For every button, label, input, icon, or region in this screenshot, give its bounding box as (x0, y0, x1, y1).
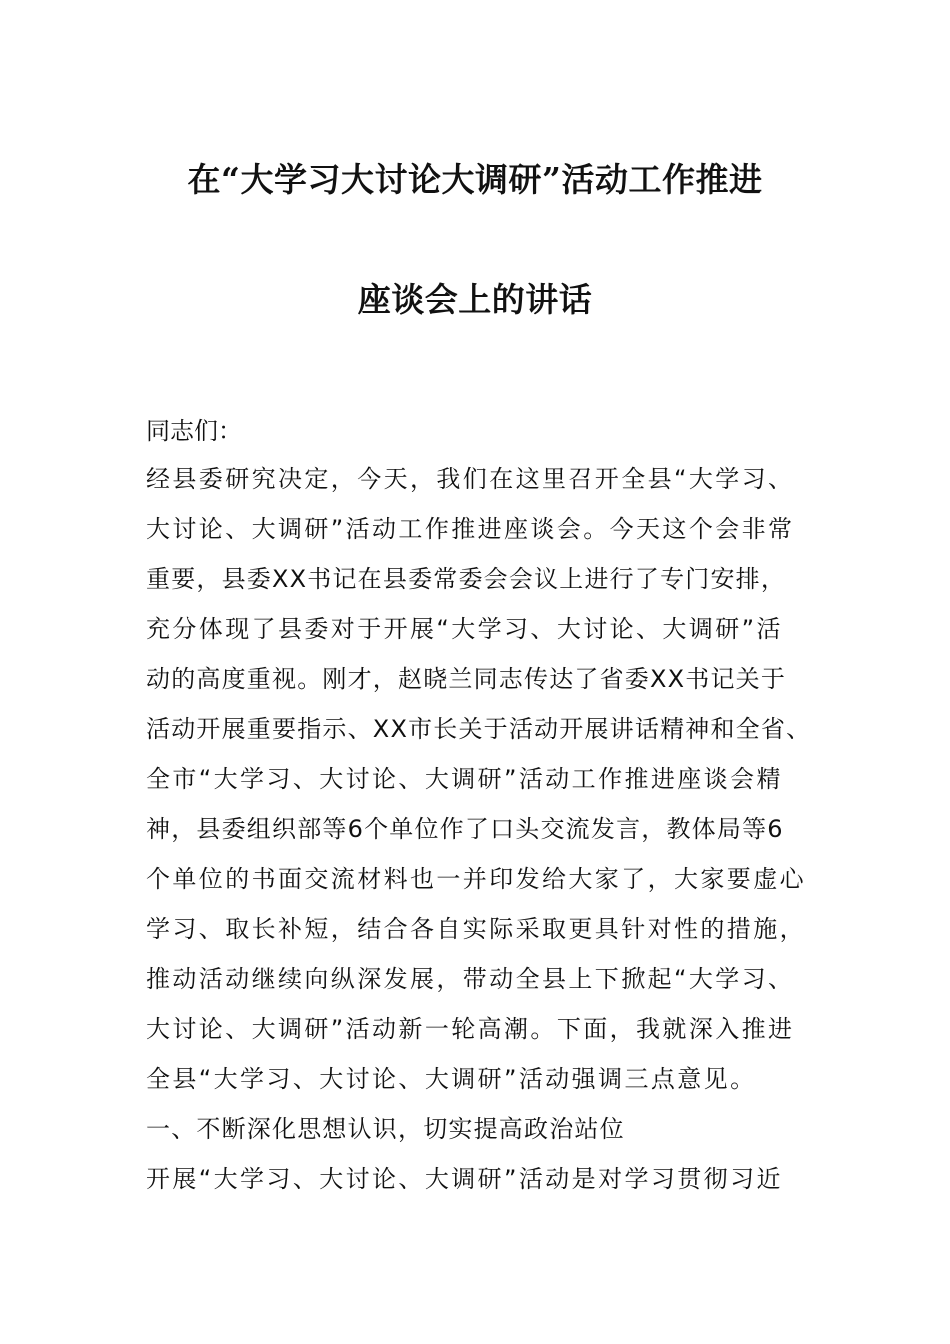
body-line: 大讨论、大调研”活动工作推进座谈会。今天这个会非常 (146, 515, 795, 543)
body-line: 个单位的书面交流材料也一并印发给大家了，大家要虚心 (146, 865, 806, 893)
body-line: 大讨论、大调研”活动新一轮高潮。下面，我就深入推进 (146, 1015, 795, 1043)
body-text (146, 461, 826, 1211)
document-title-line-1: 在“大学习大讨论大调研”活动工作推进 (187, 160, 763, 199)
section-heading: 一、不断深化思想认识，切实提高政治站位 (146, 1115, 625, 1143)
body-line: 推动活动继续向纵深发展，带动全县上下掀起“大学习、 (146, 965, 795, 993)
body-line: 充分体现了县委对于开展“大学习、大讨论、大调研”活 (146, 615, 783, 643)
document-title-line-2: 座谈会上的讲话 (357, 280, 593, 319)
body-line: 全县“大学习、大讨论、大调研”活动强调三点意见。 (146, 1065, 757, 1093)
greeting: 同志们： (146, 417, 242, 445)
body-line: 神，县委组织部等6个单位作了口头交流发言，教体局等6 (146, 815, 784, 843)
body-line: 开展“大学习、大讨论、大调研”活动是对学习贯彻习近 (146, 1165, 783, 1193)
body-line: 全市“大学习、大讨论、大调研”活动工作推进座谈会精 (146, 765, 783, 793)
body-line: 重要，县委XX书记在县委常委会会议上进行了专门安排， (146, 565, 787, 593)
body-line: 活动开展重要指示、XX市长关于活动开展讲话精神和全省、 (146, 715, 812, 743)
body-line: 经县委研究决定，今天，我们在这里召开全县“大学习、 (146, 465, 795, 493)
body-line: 动的高度重视。刚才，赵晓兰同志传达了省委XX书记关于 (146, 665, 787, 693)
body-line: 学习、取长补短，结合各自实际采取更具针对性的措施， (146, 915, 806, 943)
